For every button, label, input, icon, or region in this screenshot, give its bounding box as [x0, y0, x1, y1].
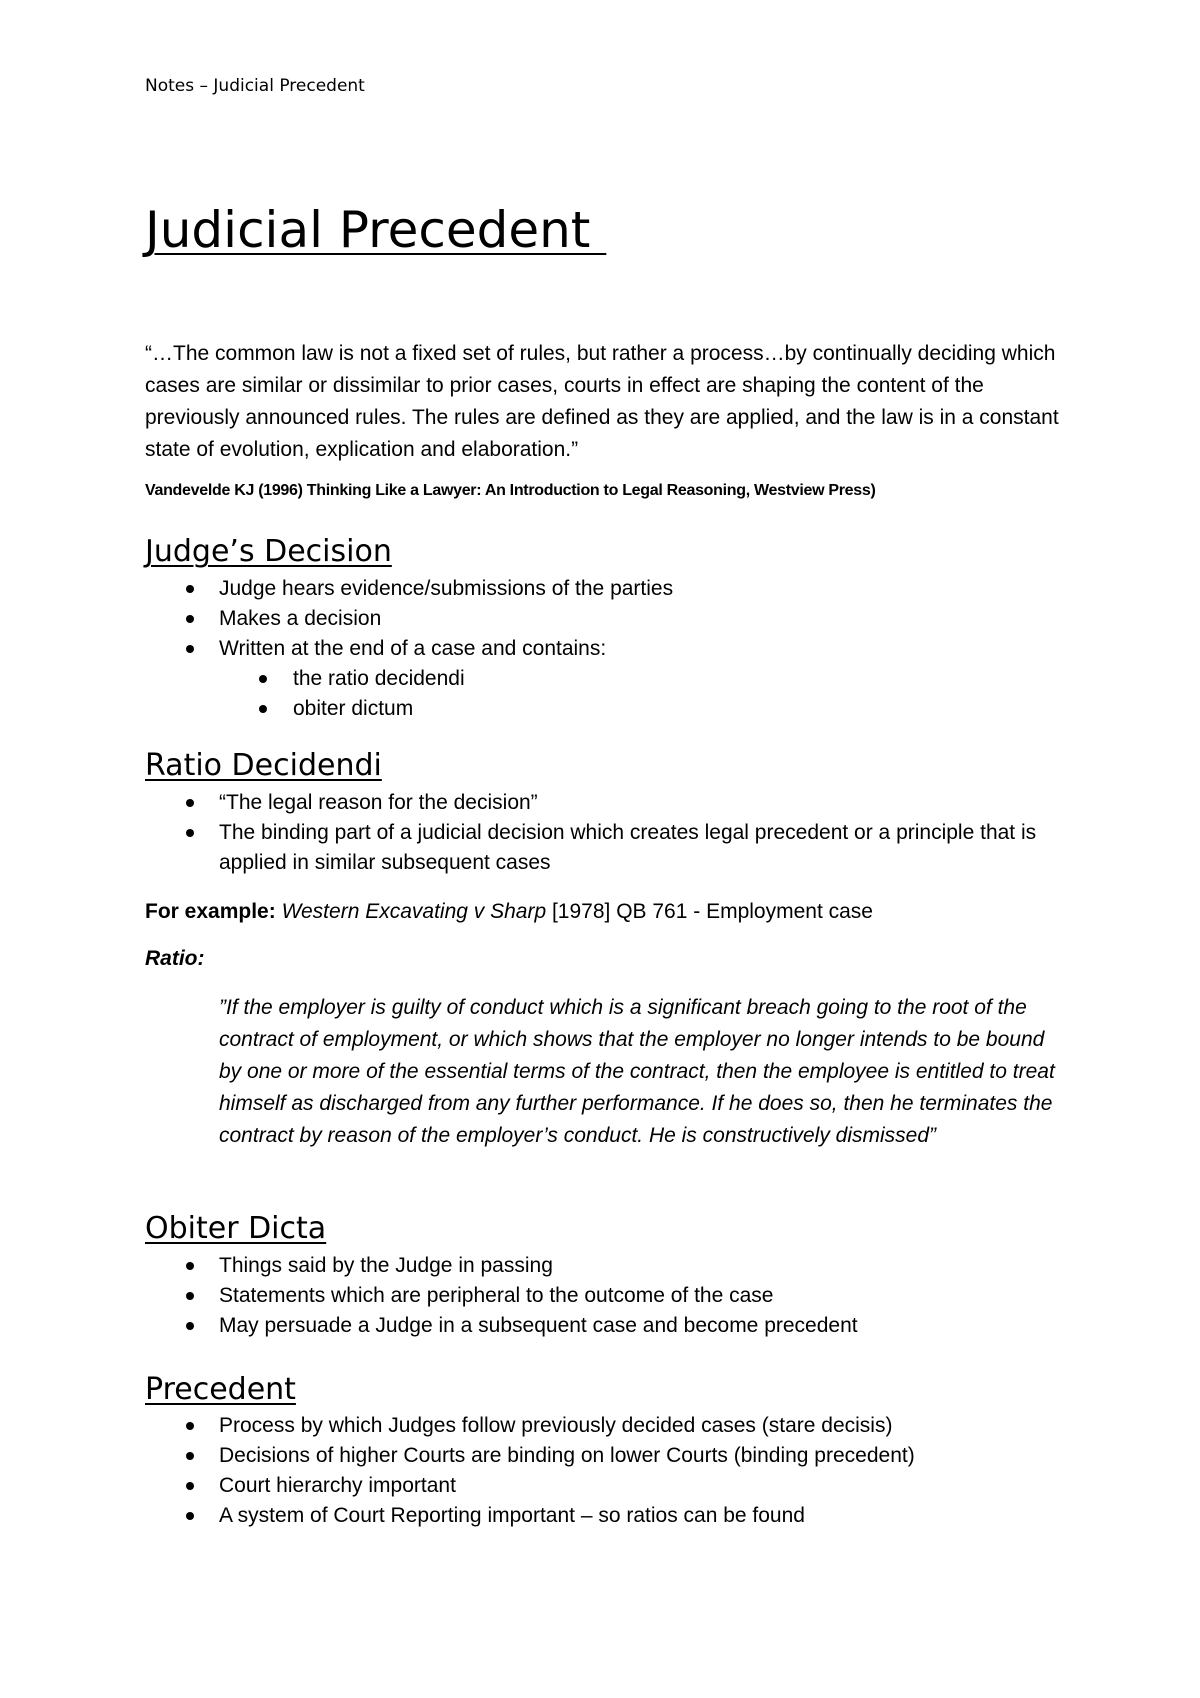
- example-case-name: Western Excavating v Sharp: [281, 900, 547, 923]
- list-item: Decisions of higher Courts are binding on lower Courts (binding precedent): [145, 1441, 1099, 1471]
- page-title: Judicial Precedent: [145, 201, 607, 259]
- heading-judges-decision: Judge’s Decision: [145, 534, 392, 569]
- citation: Vandevelde KJ (1996) Thinking Like a Lawyer: An Introduction to Legal Reasoning, Westview Press): [145, 482, 876, 499]
- list-item: Things said by the Judge in passing: [145, 1251, 1099, 1281]
- list-precedent: [145, 1411, 1099, 1531]
- list-item: Process by which Judges follow previously decided cases (stare decisis): [145, 1411, 1099, 1441]
- intro-quote: “…The common law is not a fixed set of rules, but rather a process…by continually deciding which cases are similar or dissimilar to prior cases, courts in effect are shaping the content of the previously announced rules. The rules are defined as they are applied, and the law is in a constant state of evolution, explication and elaboration.”: [145, 342, 1059, 461]
- list-item: Judge hears evidence/submissions of the parties: [145, 574, 1099, 604]
- list-obiter-dicta: [145, 1251, 1099, 1341]
- ratio-quote: ”If the employer is guilty of conduct which is a significant breach going to the root of the contract of employment, or which shows that the employer no longer intends to be bound by one or more of the essential terms of the contract, then the employee is entitled to treat himself as discharged from any further performance. If he does so, then he terminates the contract by reason of the employer’s conduct. He is constructively dismissed”: [219, 996, 1055, 1147]
- example-line: [145, 897, 873, 927]
- list-item: Statements which are peripheral to the outcome of the case: [145, 1281, 1099, 1311]
- heading-precedent: Precedent: [145, 1372, 296, 1407]
- list-item: Court hierarchy important: [145, 1471, 1099, 1501]
- list-item: “The legal reason for the decision”: [145, 788, 1099, 818]
- heading-ratio-decidendi: Ratio Decidendi: [145, 748, 382, 783]
- ratio-label: Ratio:: [145, 947, 205, 970]
- list-item: Written at the end of a case and contains:: [145, 634, 1099, 664]
- running-header: Notes – Judicial Precedent: [145, 76, 365, 96]
- list-item: A system of Court Reporting important – so ratios can be found: [145, 1501, 1099, 1531]
- sub-list-item: obiter dictum: [145, 694, 1093, 724]
- list-item: May persuade a Judge in a subsequent case and become precedent: [145, 1311, 1099, 1341]
- heading-obiter-dicta: Obiter Dicta: [145, 1211, 327, 1246]
- sub-list-item: the ratio decidendi: [145, 664, 1093, 694]
- example-citation: [1978] QB 761 - Employment case: [546, 900, 873, 923]
- example-label: For example:: [145, 900, 276, 923]
- list-judges-decision: [145, 574, 1099, 724]
- list-ratio-decidendi: [145, 788, 1099, 878]
- list-item: Makes a decision: [145, 604, 1099, 634]
- list-item: The binding part of a judicial decision which creates legal precedent or a principle that is applied in similar subsequent cases: [145, 818, 1099, 878]
